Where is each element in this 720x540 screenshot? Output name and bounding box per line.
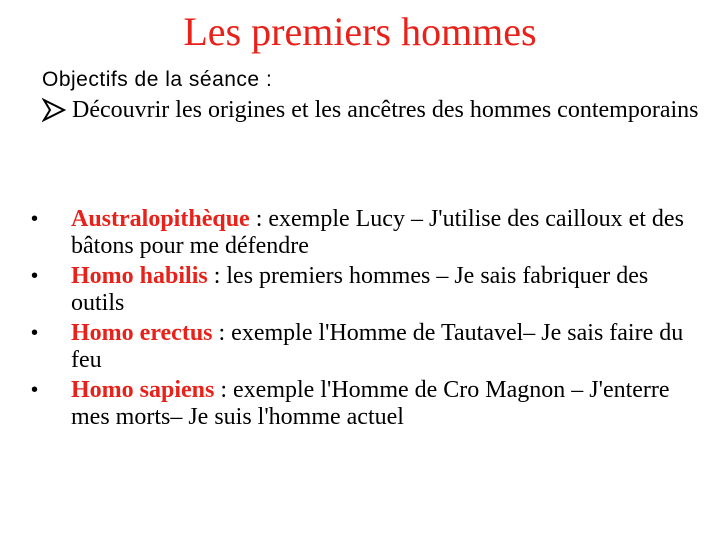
list-item xyxy=(28,263,698,317)
species-term: Homo habilis xyxy=(71,263,208,289)
species-term: Homo sapiens xyxy=(71,377,215,403)
arrowhead-bullet-icon xyxy=(42,96,68,124)
species-term: Australopithèque xyxy=(71,206,250,232)
objective-item xyxy=(42,96,702,124)
species-term: Homo erectus xyxy=(71,320,213,346)
species-description: : exemple l'Homme de Tautavel– Je sais faire du feu xyxy=(71,320,684,373)
species-description: : les premiers hommes – Je sais fabriquer des outils xyxy=(71,263,649,316)
list-item xyxy=(28,320,698,374)
list-item xyxy=(28,377,698,431)
dot-bullet-icon: • xyxy=(31,379,39,401)
objectives-section xyxy=(42,66,702,124)
dot-bullet-icon: • xyxy=(31,322,39,344)
objectives-heading: Objectifs de la séance : xyxy=(42,68,273,91)
species-description: : exemple Lucy – J'utilise des cailloux et des bâtons pour me défendre xyxy=(71,206,684,259)
page-title: Les premiers hommes xyxy=(183,9,537,54)
dot-bullet-icon: • xyxy=(31,208,39,230)
species-description: : exemple l'Homme de Cro Magnon – J'enterre mes morts– Je suis l'homme actuel xyxy=(71,377,670,430)
dot-bullet-icon: • xyxy=(31,265,39,287)
species-list xyxy=(28,206,698,434)
list-item xyxy=(28,206,698,260)
objective-text: Découvrir les origines et les ancêtres des hommes contemporains xyxy=(72,97,699,123)
